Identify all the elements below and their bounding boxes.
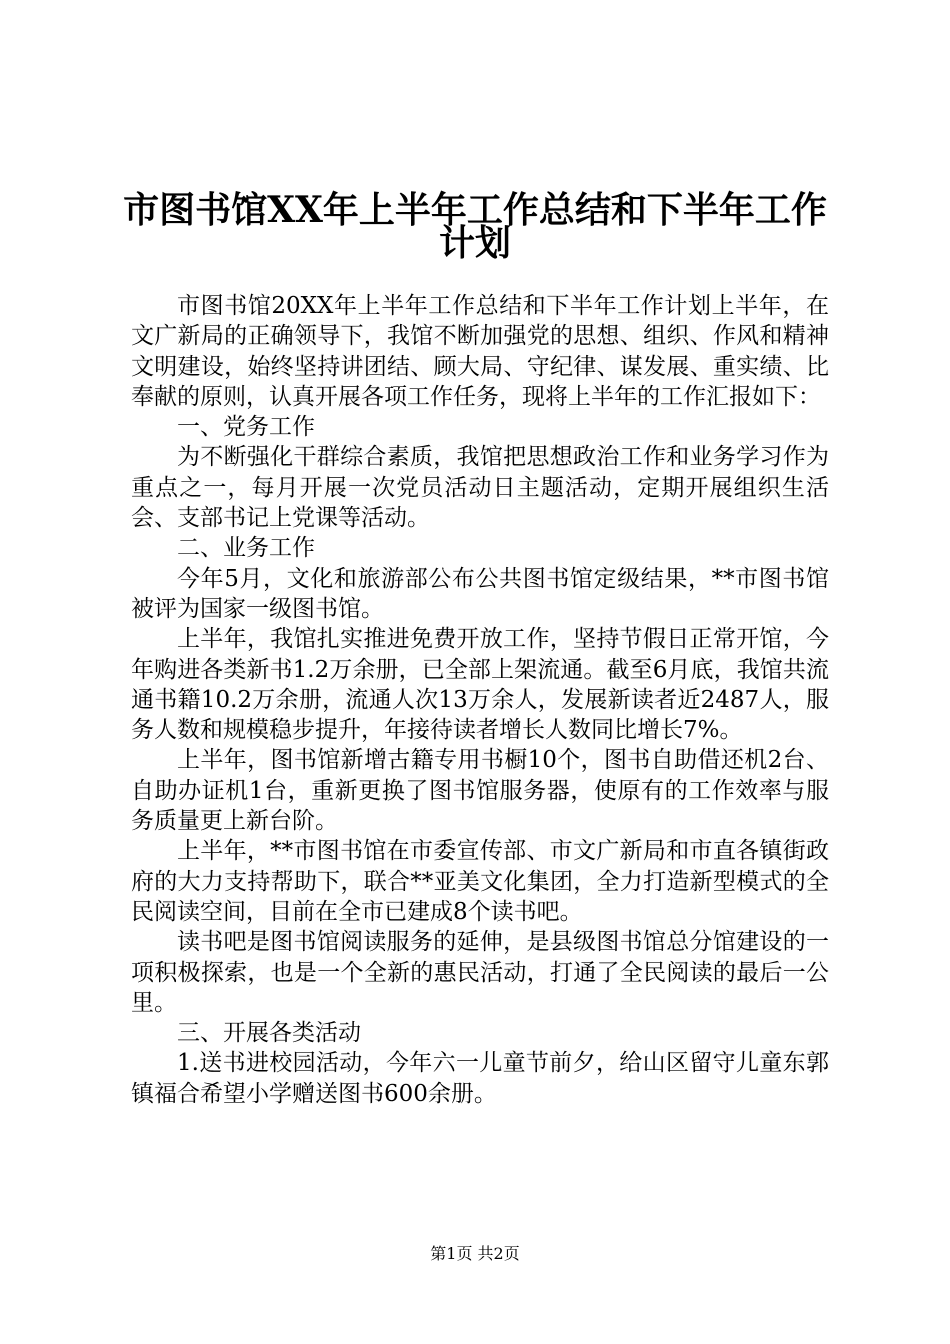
paragraph-activity-1: 1.送书进校园活动，今年六一儿童节前夕，给山区留守儿童东郭镇福合希望小学赠送图书600余册。 xyxy=(131,1050,829,1107)
section-heading-party-work: 一、党务工作 xyxy=(177,414,315,441)
paragraph-intro: 市图书馆20XX年上半年工作总结和下半年工作计划上半年，在文广新局的正确领导下，我馆不断加强党的思想、组织、作风和精神文明建设，始终坚持讲团结、顾大局、守纪律、谋发展、重实绩、比奉献的原则，认真开展各项工作任务，现将上半年的工作汇报如下： xyxy=(131,293,829,410)
paragraph-reading-bar: 读书吧是图书馆阅读服务的延伸，是县级图书馆总分馆建设的一项积极探索，也是一个全新的惠民活动，打通了全民阅读的最后一公里。 xyxy=(131,929,829,1016)
document-body xyxy=(131,291,829,1109)
section-heading-activities: 三、开展各类活动 xyxy=(177,1020,361,1047)
paragraph-reading-space: 上半年，**市图书馆在市委宣传部、市文广新局和市直各镇街政府的大力支持帮助下，联合**亚美文化集团，全力打造新型模式的全民阅读空间，目前在全市已建成8个读书吧。 xyxy=(131,838,829,925)
paragraph-party-work: 为不断强化干群综合素质，我馆把思想政治工作和业务学习作为重点之一，每月开展一次党员活动日主题活动，定期开展组织生活会、支部书记上党课等活动。 xyxy=(131,444,829,532)
document-title-line-1: 市图书馆XX年上半年工作总结和下半年工作 xyxy=(123,189,827,231)
paragraph-equipment: 上半年，图书馆新增古籍专用书橱10个，图书自助借还机2台、自助办证机1台，重新更换了图书馆服务器，使原有的工作效率与服务质量更上新台阶。 xyxy=(131,747,829,835)
paragraph-library-rating: 今年5月，文化和旅游部公布公共图书馆定级结果，**市图书馆被评为国家一级图书馆。 xyxy=(131,565,829,622)
paragraph-circulation: 上半年，我馆扎实推进免费开放工作，坚持节假日正常开馆，今年购进各类新书1.2万余册，已全部上架流通。截至6月底，我馆共流通书籍10.2万余册，流通人次13万余人，发展新读者近2487人，服务人数和规模稳步提升，年接待读者增长人数同比增长7%。 xyxy=(131,626,829,744)
section-heading-business-work: 二、业务工作 xyxy=(177,535,315,562)
page-footer: 第1页 共2页 xyxy=(430,1244,520,1263)
document-title-line-2: 计划 xyxy=(438,222,511,264)
